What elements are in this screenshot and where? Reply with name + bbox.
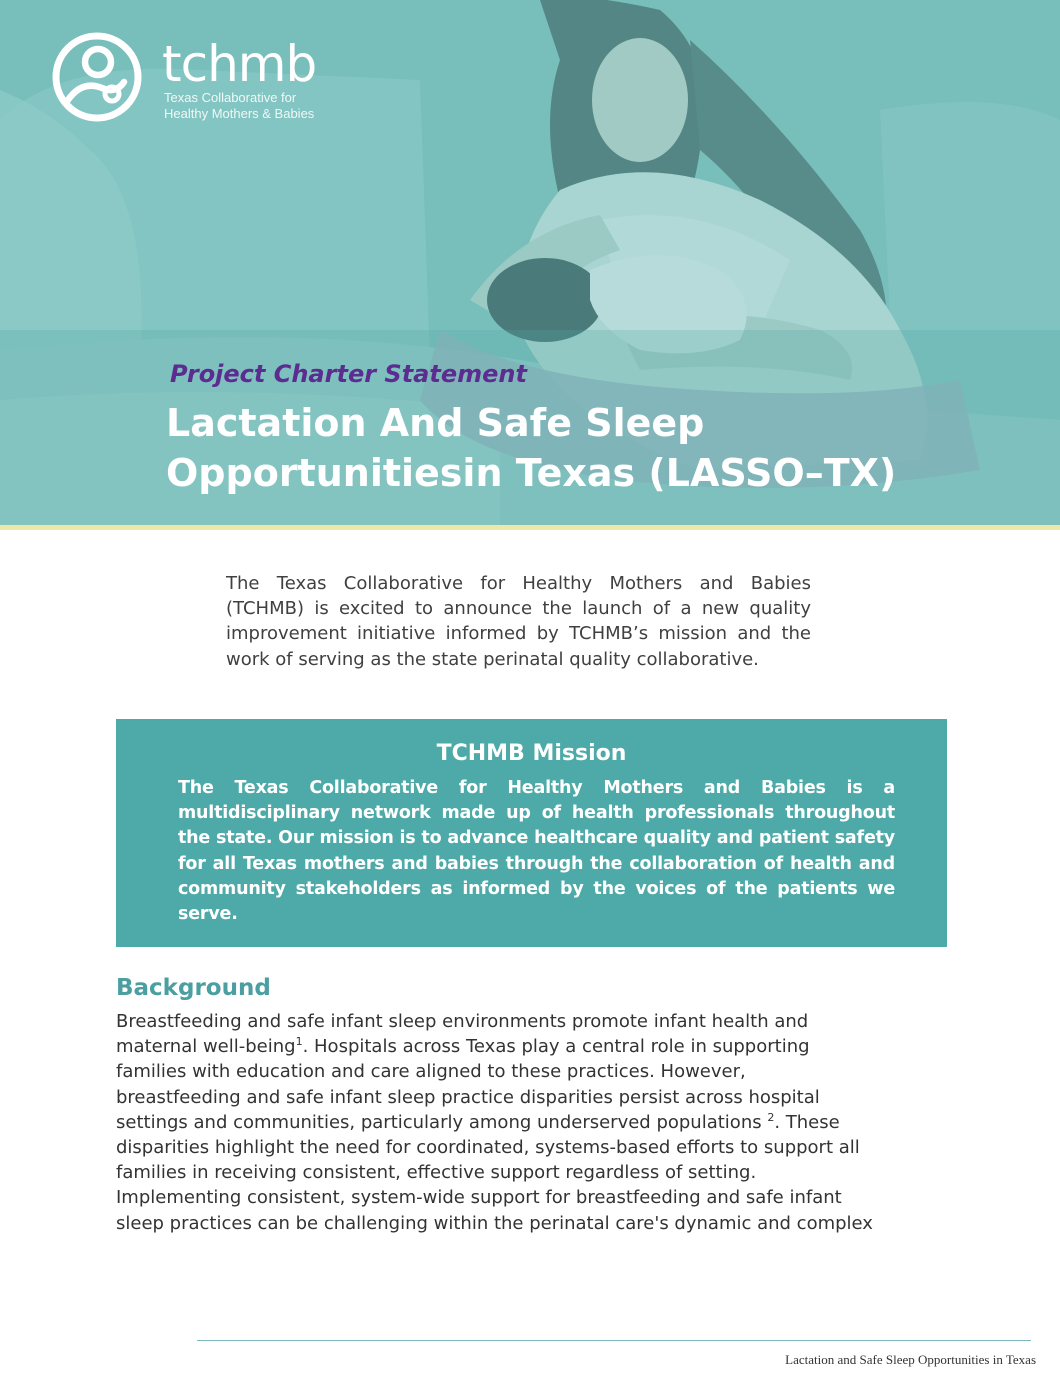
logo-tagline-line2: Healthy Mothers & Babies xyxy=(164,106,315,121)
mission-title: TCHMB Mission xyxy=(436,741,627,766)
background-line-text: . These xyxy=(774,1111,840,1133)
mission-box xyxy=(116,719,947,947)
tchmb-logo xyxy=(52,32,352,124)
background-line: Implementing consistent, system-wide support for breastfeeding and safe infant xyxy=(116,1187,842,1209)
background-line-text: settings and communities, particularly among underserved populations xyxy=(116,1111,768,1133)
background-line: sleep practices can be challenging within the perinatal care's dynamic and complex xyxy=(116,1212,873,1234)
hero-accent-border xyxy=(0,525,1060,530)
logo-tagline xyxy=(164,90,314,122)
logo-tagline-line1: Texas Collaborative for xyxy=(164,90,297,105)
mission-text: The Texas Collaborative for Healthy Mothers and Babies is a multidisciplinary network made up of health professionals throughout the state. Our mission is to advance healthcare quality and patient safety for all Texas mothers and babies through the collaboration of health and community stakeholders as informed by the voices of the patients we serve. xyxy=(178,778,895,925)
hero-banner xyxy=(0,0,1060,527)
footnote-ref-2[interactable]: 2 xyxy=(767,1110,775,1124)
background-line: disparities highlight the need for coordinated, systems-based efforts to support all xyxy=(116,1137,860,1159)
background-line-text: maternal well-being xyxy=(116,1036,296,1058)
logo-wordmark: tchmb xyxy=(162,35,317,93)
title-line-2: Opportunitiesin Texas (LASSO–TX) xyxy=(166,451,897,495)
background-line: families in receiving consistent, effective support regardless of setting. xyxy=(116,1162,757,1184)
footer-running-title: Lactation and Safe Sleep Opportunities in Texas xyxy=(785,1352,1036,1367)
background-paragraph xyxy=(116,1009,946,1236)
title-line-1: Lactation And Safe Sleep xyxy=(166,401,705,445)
background-line xyxy=(116,1110,946,1135)
background-line: families with education and care aligned to these practices. However, xyxy=(116,1061,746,1083)
document-title xyxy=(166,398,1026,498)
background-heading: Background xyxy=(116,975,271,1001)
background-line-text: . Hospitals across Texas play a central role in supporting xyxy=(302,1036,810,1058)
footnote-ref-1[interactable]: 1 xyxy=(295,1035,303,1049)
background-line xyxy=(116,1034,946,1059)
intro-paragraph: The Texas Collaborative for Healthy Mothers and Babies (TCHMB) is excited to announce the launch of a new quality improvement initiative informed by TCHMB’s mission and the work of serving as the state perinatal quality collaborative. xyxy=(226,573,811,670)
background-line: Breastfeeding and safe infant sleep environments promote infant health and xyxy=(116,1011,809,1032)
mother-baby-logo-icon xyxy=(52,32,142,122)
background-line: breastfeeding and safe infant sleep practice disparities persist across hospital xyxy=(116,1086,820,1108)
charter-label: Project Charter Statement xyxy=(170,360,527,388)
footer-divider xyxy=(197,1340,1031,1341)
